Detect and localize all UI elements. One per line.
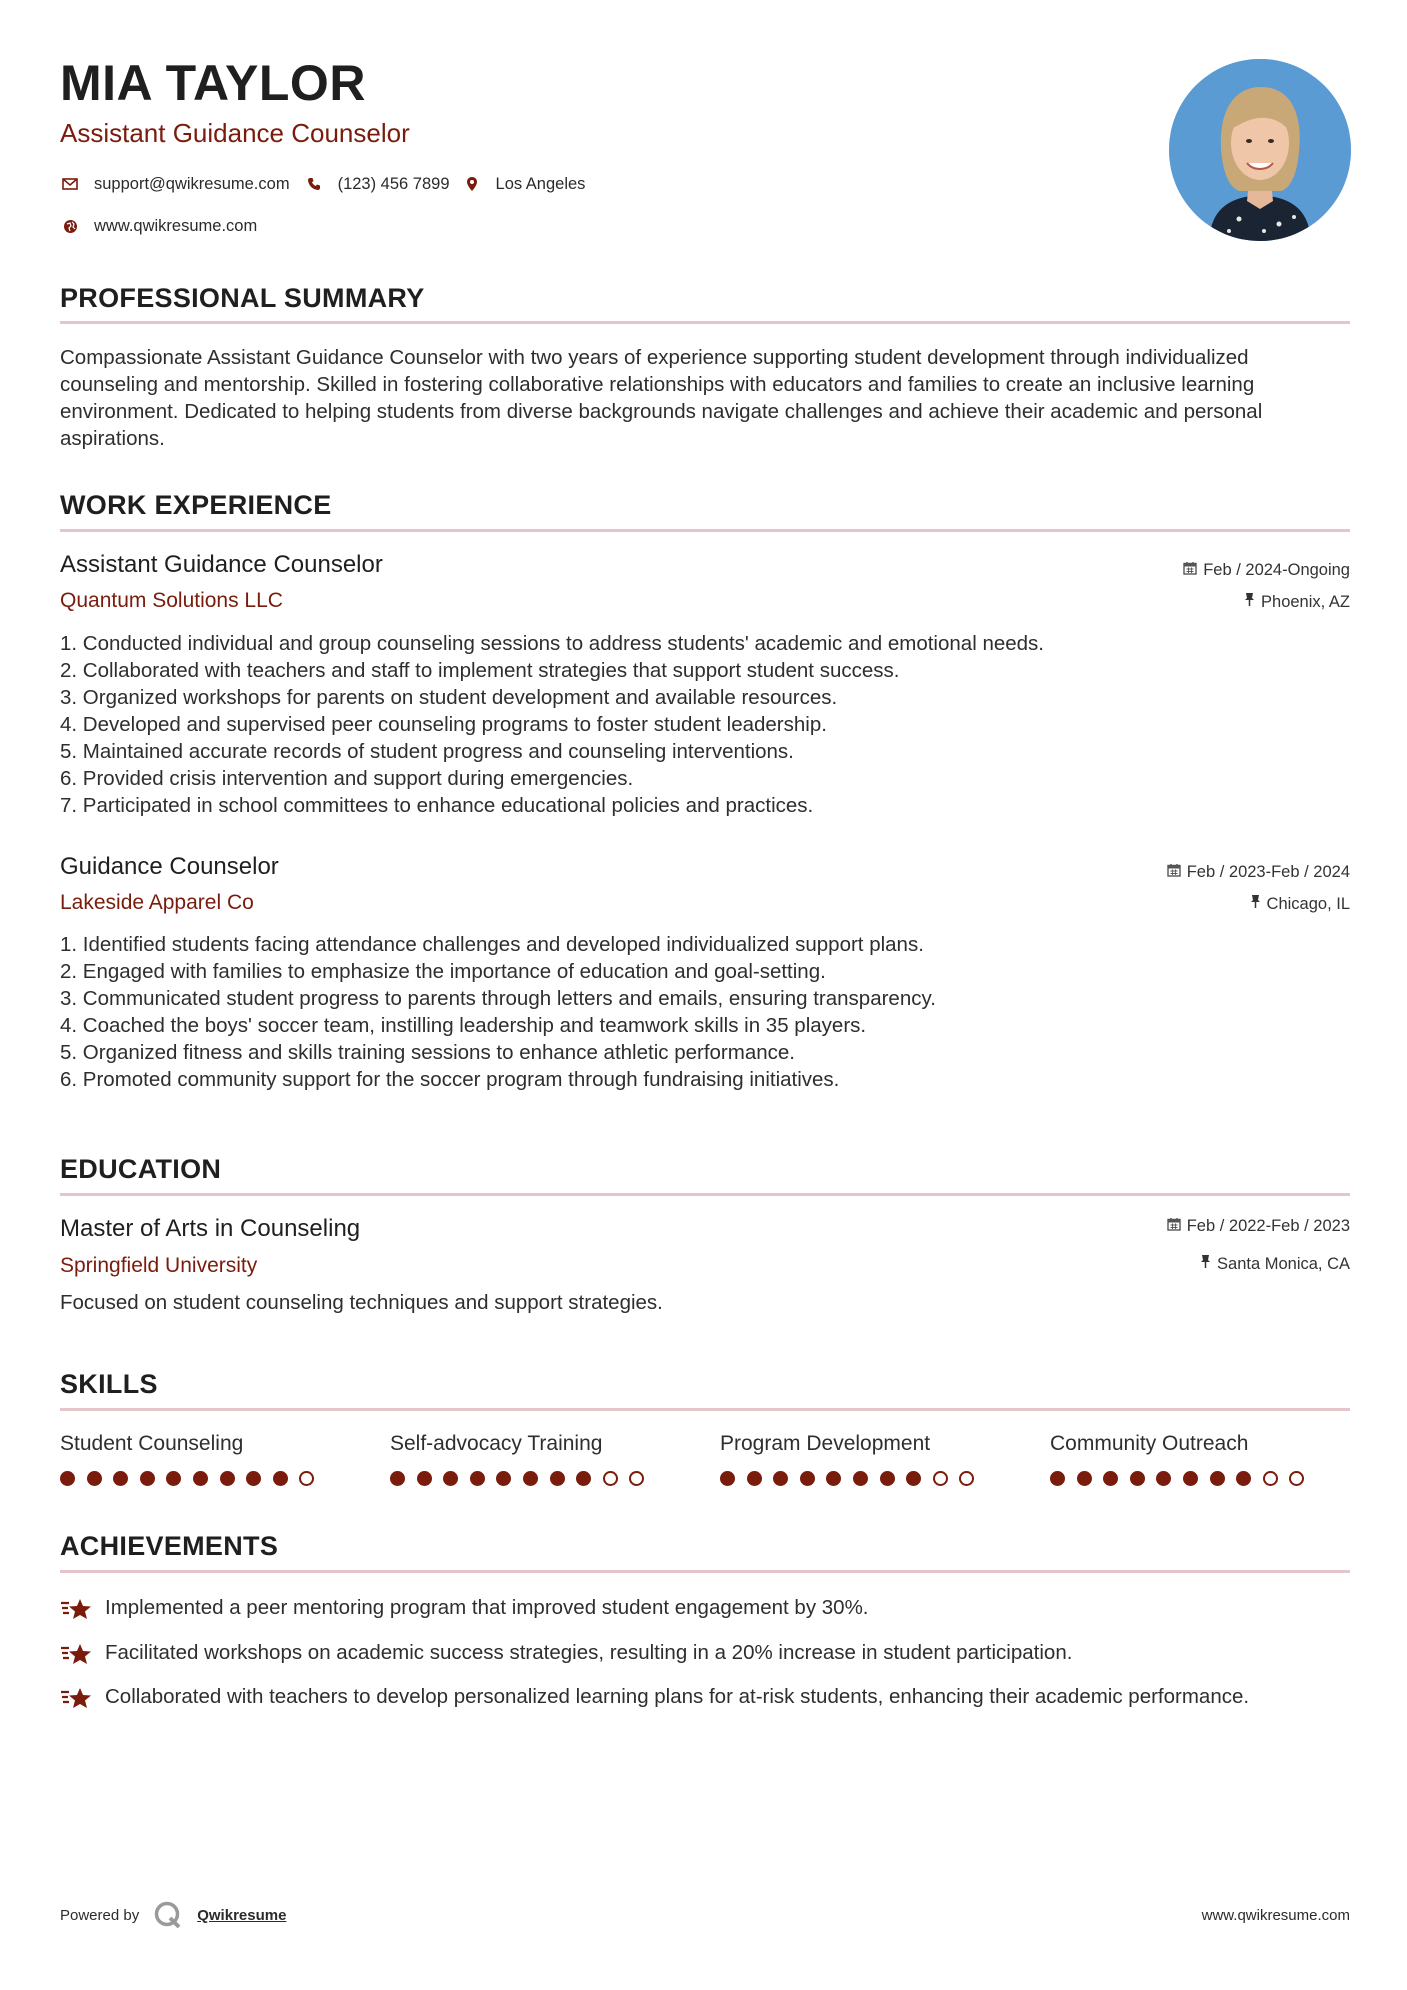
job-location-text: Chicago, IL <box>1266 895 1350 913</box>
achievement-text: Implemented a peer mentoring program that improved student engagement by 30%. <box>105 1596 869 1619</box>
rating-dot-filled <box>390 1471 405 1486</box>
job-bullets <box>60 931 1350 1093</box>
rating-dot-filled <box>193 1471 208 1486</box>
skill-rating <box>720 1471 974 1486</box>
skill-name: Community Outreach <box>1050 1432 1249 1455</box>
education-description: Focused on student counseling techniques and support strategies. <box>60 1291 663 1314</box>
achievements-divider <box>60 1570 1350 1573</box>
rating-dot-filled <box>1210 1471 1225 1486</box>
phone-icon <box>304 174 324 194</box>
job-location <box>1250 894 1350 914</box>
rating-dot-filled <box>273 1471 288 1486</box>
star-badge-icon <box>60 1642 93 1675</box>
rating-dot-filled <box>1077 1471 1092 1486</box>
skill-item <box>1050 1433 1304 1486</box>
achievement-item <box>60 1683 1350 1719</box>
rating-dot-empty <box>629 1471 644 1486</box>
rating-dot-filled <box>880 1471 895 1486</box>
skill-item <box>720 1433 974 1486</box>
rating-dot-filled <box>113 1471 128 1486</box>
list-item: 2. Engaged with families to emphasize the importance of education and goal-setting. <box>60 960 826 983</box>
location-pin-icon <box>462 174 482 194</box>
list-item: 6. Promoted community support for the soccer program through fundraising initiatives. <box>60 1068 840 1091</box>
rating-dot-filled <box>1183 1471 1198 1486</box>
job-title: Guidance Counselor <box>60 853 279 880</box>
list-item: 4. Coached the boys' soccer team, instilling leadership and teamwork skills in 35 players. <box>60 1014 867 1037</box>
education-date <box>1167 1216 1350 1236</box>
rating-dot-filled <box>826 1471 841 1486</box>
achievements-heading: ACHIEVEMENTS <box>60 1531 279 1561</box>
education-location <box>1200 1254 1350 1274</box>
calendar-icon <box>1167 862 1181 882</box>
rating-dot-filled <box>60 1471 75 1486</box>
summary-divider <box>60 321 1350 324</box>
education-location-text: Santa Monica, CA <box>1217 1255 1350 1273</box>
job-location-text: Phoenix, AZ <box>1261 593 1350 611</box>
achievement-item <box>60 1594 1350 1630</box>
rating-dot-filled <box>550 1471 565 1486</box>
rating-dot-filled <box>523 1471 538 1486</box>
calendar-icon <box>1183 560 1197 580</box>
job-date-text: Feb / 2024-Ongoing <box>1203 561 1350 579</box>
list-item: 3. Organized workshops for parents on student development and available resources. <box>60 686 838 709</box>
skill-name: Program Development <box>720 1432 931 1455</box>
education-divider <box>60 1193 1350 1196</box>
education-date-text: Feb / 2022-Feb / 2023 <box>1186 1217 1350 1235</box>
website-row <box>60 216 257 236</box>
location-text: Los Angeles <box>495 175 586 193</box>
list-item: 1. Identified students facing attendance challenges and developed individualized support plans. <box>60 933 924 956</box>
list-item: 1. Conducted individual and group counseling sessions to address students' academic and emotional needs. <box>60 632 1044 655</box>
list-item: 2. Collaborated with teachers and staff to implement strategies that support student success. <box>60 659 900 682</box>
rating-dot-filled <box>747 1471 762 1486</box>
rating-dot-empty <box>933 1471 948 1486</box>
job-location <box>1244 592 1350 612</box>
rating-dot-filled <box>417 1471 432 1486</box>
list-item: 7. Participated in school committees to enhance educational policies and practices. <box>60 794 814 817</box>
rating-dot-filled <box>443 1471 458 1486</box>
rating-dot-filled <box>576 1471 591 1486</box>
candidate-name: MIA TAYLOR <box>60 55 366 111</box>
job-date <box>1167 862 1350 882</box>
degree-title: Master of Arts in Counseling <box>60 1215 361 1242</box>
job-company: Lakeside Apparel Co <box>60 891 254 914</box>
email-text[interactable]: support@qwikresume.com <box>94 175 290 193</box>
skill-item <box>390 1433 644 1486</box>
pushpin-icon <box>1200 1254 1211 1274</box>
skills-heading: SKILLS <box>60 1369 158 1399</box>
rating-dot-empty <box>1263 1471 1278 1486</box>
footer-url[interactable]: www.qwikresume.com <box>1201 1907 1350 1924</box>
phone-text[interactable]: (123) 456 7899 <box>337 175 450 193</box>
rating-dot-filled <box>1130 1471 1145 1486</box>
list-item: 5. Organized fitness and skills training sessions to enhance athletic performance. <box>60 1041 795 1064</box>
experience-heading: WORK EXPERIENCE <box>60 490 332 520</box>
pushpin-icon <box>1250 894 1261 914</box>
rating-dot-filled <box>800 1471 815 1486</box>
skill-rating <box>60 1471 314 1486</box>
rating-dot-empty <box>959 1471 974 1486</box>
rating-dot-filled <box>720 1471 735 1486</box>
star-badge-icon <box>60 1597 93 1630</box>
star-badge-icon <box>60 1686 93 1719</box>
experience-divider <box>60 529 1350 532</box>
rating-dot-filled <box>1050 1471 1065 1486</box>
rating-dot-empty <box>1289 1471 1304 1486</box>
school-name: Springfield University <box>60 1254 258 1277</box>
job-company: Quantum Solutions LLC <box>60 589 283 612</box>
achievement-item <box>60 1639 1350 1675</box>
summary-heading: PROFESSIONAL SUMMARY <box>60 283 425 313</box>
list-item: 5. Maintained accurate records of student progress and counseling interventions. <box>60 740 794 763</box>
skill-name: Self-advocacy Training <box>390 1432 603 1455</box>
email-icon <box>60 174 80 194</box>
job-date-text: Feb / 2023-Feb / 2024 <box>1186 863 1350 881</box>
list-item: 6. Provided crisis intervention and support during emergencies. <box>60 767 634 790</box>
rating-dot-filled <box>1103 1471 1118 1486</box>
rating-dot-filled <box>853 1471 868 1486</box>
achievement-text: Facilitated workshops on academic success strategies, resulting in a 20% increase in student participation. <box>105 1641 1073 1664</box>
rating-dot-filled <box>773 1471 788 1486</box>
summary-text: Compassionate Assistant Guidance Counselor with two years of experience supporting student development through individualized counseling and mentorship. Skilled in fostering collaborative relationships with educators and families to create an inclusive learning environment. Dedicated to helping students from diverse backgrounds navigate challenges and achieve their academic and personal aspirations. <box>60 346 1263 450</box>
rating-dot-filled <box>166 1471 181 1486</box>
rating-dot-filled <box>87 1471 102 1486</box>
rating-dot-empty <box>603 1471 618 1486</box>
list-item: 4. Developed and supervised peer counseling programs to foster student leadership. <box>60 713 827 736</box>
rating-dot-filled <box>906 1471 921 1486</box>
rating-dot-filled <box>220 1471 235 1486</box>
rating-dot-filled <box>1236 1471 1251 1486</box>
education-heading: EDUCATION <box>60 1154 222 1184</box>
qwikresume-logo-icon <box>153 1900 183 1930</box>
contact-row <box>60 174 585 194</box>
globe-icon <box>60 216 80 236</box>
rating-dot-filled <box>1156 1471 1171 1486</box>
skills-divider <box>60 1408 1350 1411</box>
candidate-role: Assistant Guidance Counselor <box>60 118 410 148</box>
rating-dot-filled <box>496 1471 511 1486</box>
calendar-icon <box>1167 1216 1181 1236</box>
job-title: Assistant Guidance Counselor <box>60 551 383 578</box>
skill-rating <box>1050 1471 1304 1486</box>
rating-dot-empty <box>299 1471 314 1486</box>
powered-by-label: Powered by <box>60 1906 140 1924</box>
profile-photo <box>1169 59 1351 241</box>
rating-dot-filled <box>470 1471 485 1486</box>
pushpin-icon <box>1244 592 1255 612</box>
list-item: 3. Communicated student progress to parents through letters and emails, ensuring transparency. <box>60 987 936 1010</box>
rating-dot-filled <box>140 1471 155 1486</box>
footer-brand <box>60 1900 286 1930</box>
job-date <box>1183 560 1350 580</box>
skill-rating <box>390 1471 644 1486</box>
qwikresume-link[interactable]: Qwikresume <box>197 1906 287 1924</box>
achievement-text: Collaborated with teachers to develop personalized learning plans for at-risk students, enhancing their academic performance. <box>105 1685 1250 1708</box>
website-text[interactable]: www.qwikresume.com <box>94 217 258 235</box>
skill-item <box>60 1433 314 1486</box>
rating-dot-filled <box>246 1471 261 1486</box>
skill-name: Student Counseling <box>60 1432 244 1455</box>
job-bullets <box>60 630 1350 819</box>
